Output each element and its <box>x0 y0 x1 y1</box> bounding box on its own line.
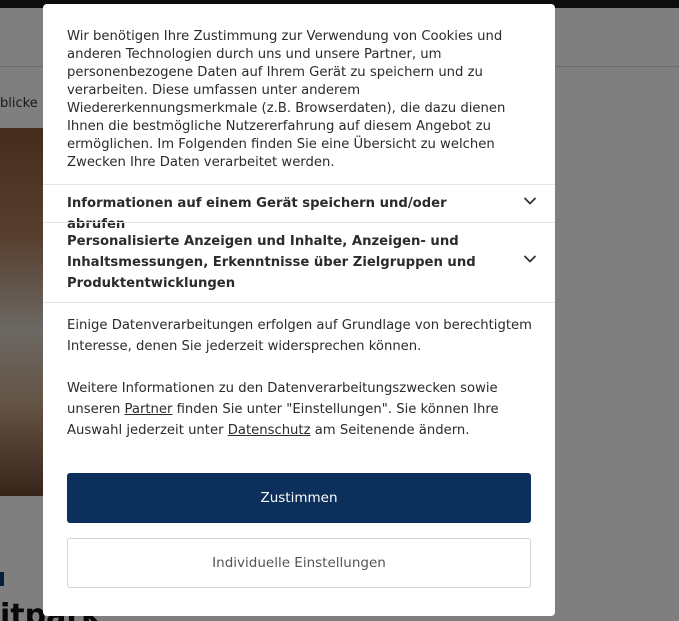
partner-link[interactable]: Partner <box>124 402 173 417</box>
more-info-part3: am Seitenende ändern. <box>310 423 470 438</box>
privacy-link[interactable]: Datenschutz <box>227 423 311 438</box>
accordion-title: Personalisierte Anzeigen und Inhalte, Anzeigen- und Inhaltsmessungen, Erkenntnisse über Zielgruppen und Produktentwicklungen <box>67 234 476 291</box>
more-info-part2: finden Sie unter "Einstellungen". Sie können Ihre Auswahl jederzeit unter <box>67 402 499 438</box>
accordion-store-information[interactable] <box>43 184 555 232</box>
accept-button[interactable]: Zustimmen <box>67 473 531 523</box>
legitimate-interest-text: Einige Datenverarbeitungen erfolgen auf Grundlage von berechtigtem Interesse, denen Sie jederzeit widersprechen können. <box>67 318 532 354</box>
cookie-consent-dialog <box>43 4 555 616</box>
individual-settings-button[interactable]: Individuelle Einstellungen <box>67 538 531 588</box>
more-info-text <box>67 378 535 441</box>
chevron-down-icon[interactable] <box>523 194 537 208</box>
more-info-part1: Weitere Informationen zu den Datenverarbeitungszwecken sowie unseren <box>67 381 498 417</box>
chevron-down-icon[interactable] <box>523 252 537 266</box>
consent-intro-text: Wir benötigen Ihre Zustimmung zur Verwendung von Cookies und anderen Technologien durch uns und unsere Partner, um personenbezogene Daten auf Ihrem Gerät zu speichern und zu verarbeiten. Diese umfassen unter anderem Wiedererkennungsmerkmale (z.B. Browserdaten), die dazu dienen Ihnen die bestmögliche Nutzererfahrung auf diesem Angebot zu ermöglichen. Im Folgenden finden Sie eine Übersicht zu welchen Zwecken Ihre Daten verarbeitet werden. <box>67 29 506 170</box>
accordion-personalised-ads[interactable] <box>43 222 555 303</box>
accordion-title: Informationen auf einem Gerät speichern und/oder abrufen <box>67 196 447 232</box>
